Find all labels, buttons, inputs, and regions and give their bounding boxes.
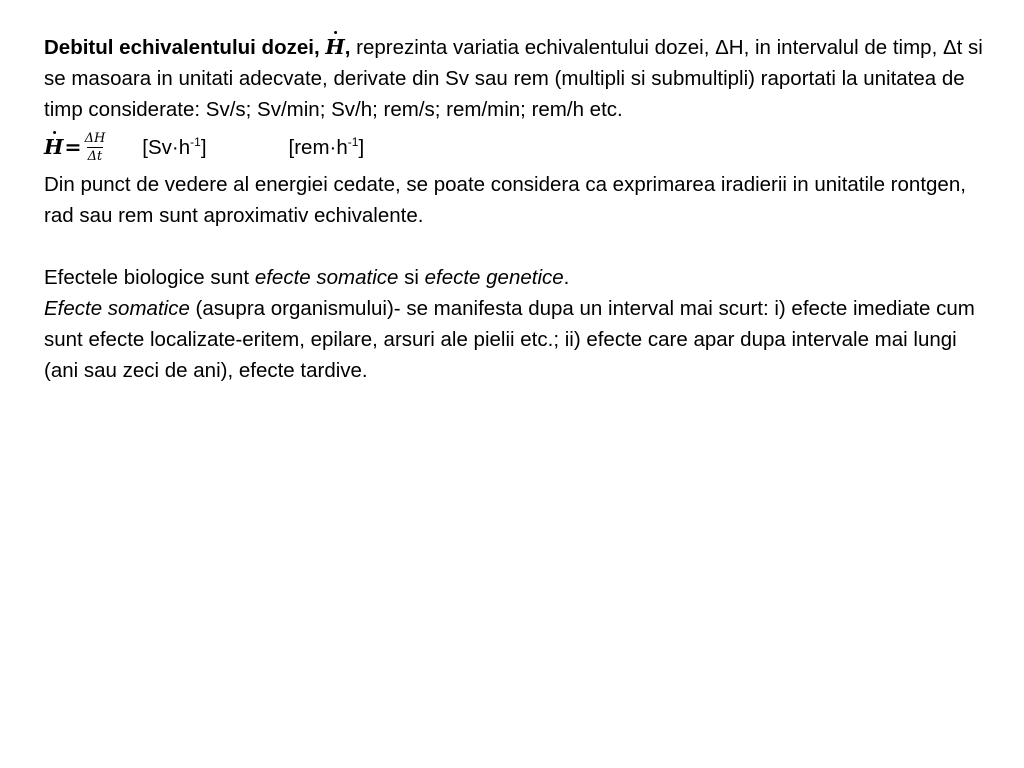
unit2-exponent: -1 bbox=[347, 134, 359, 149]
dose-rate-formula bbox=[44, 125, 984, 169]
fraction-numerator: ΔH bbox=[84, 130, 106, 146]
term-somatic-effects: efecte somatice bbox=[254, 266, 399, 289]
term-somatic-heading: Efecte somatice bbox=[44, 297, 190, 320]
unit2-base: [rem·h bbox=[288, 135, 348, 159]
paragraph-somatic-effects bbox=[44, 293, 984, 386]
paragraph-biological-effects bbox=[44, 262, 984, 293]
unit-sv-per-hour bbox=[142, 132, 206, 163]
unit1-exponent: -1 bbox=[190, 134, 201, 149]
fraction-denominator: Δt bbox=[87, 148, 103, 164]
unit1-base: [Sv·h bbox=[142, 135, 191, 159]
somatic-description: (asupra organismului)- se manifesta dupa un interval mai scurt: i) efecte imediate cum sunt efecte localizate-eritem, epilare, arsuri ale pielii etc.; ii) efecte care apar dupa intervale mai lungi (ani sau zeci de ani), efecte tardive. bbox=[44, 297, 975, 382]
effects-post: . bbox=[563, 266, 570, 289]
unit2-close: ] bbox=[358, 135, 365, 159]
term-comma: , bbox=[344, 36, 351, 59]
unit-rem-per-hour bbox=[289, 132, 365, 163]
effects-mid: si bbox=[398, 266, 425, 289]
paragraph-energy-equivalence: Din punct de vedere al energiei cedate, se poate considera ca exprimarea iradierii in unitatile rontgen, rad sau rem sunt aproximativ echivalente. bbox=[44, 173, 966, 227]
effects-pre: Efectele biologice sunt bbox=[44, 266, 255, 289]
paragraph-spacer bbox=[44, 231, 984, 262]
term-dose-rate: Debitul echivalentului dozei, bbox=[44, 36, 320, 59]
h-dot-symbol: H bbox=[325, 32, 344, 63]
term-genetic-effects: efecte genetice bbox=[424, 266, 564, 289]
unit1-close: ] bbox=[200, 135, 207, 159]
formula-h-dot-symbol: H bbox=[44, 132, 63, 163]
formula-fraction bbox=[84, 131, 107, 164]
slide-content bbox=[44, 32, 984, 386]
formula-equals: = bbox=[64, 134, 82, 159]
paragraph-dose-rate-definition bbox=[44, 32, 984, 125]
definition-text: reprezinta variatia echivalentului dozei, ΔH, in intervalul de timp, Δt si se masoara in unitati adecvate, derivate din Sv sau rem (multipli si submultipli) raportati la unitatea de timp considerate: Sv/s; Sv/min; Sv/h; rem/s; rem/min; rem/h etc. bbox=[44, 36, 983, 121]
